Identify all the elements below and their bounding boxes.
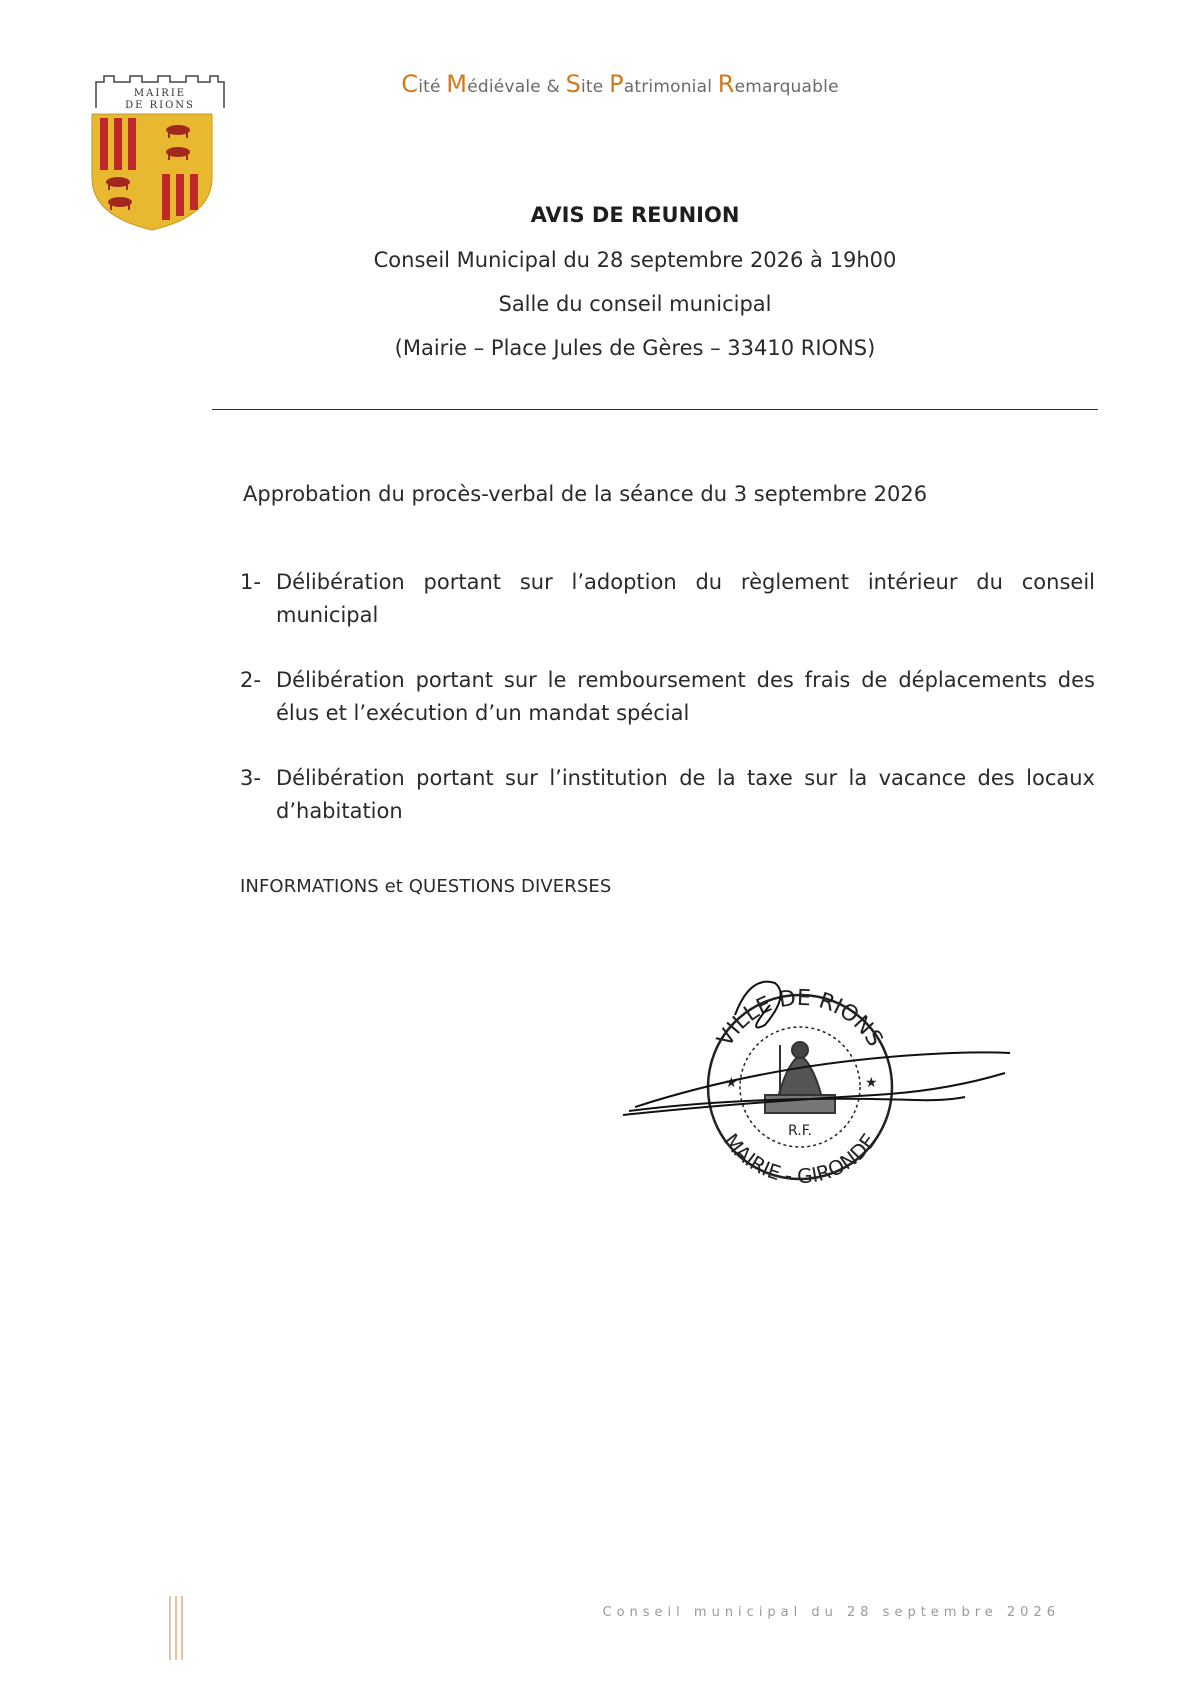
footer-ornament (168, 1596, 188, 1660)
tagline-cap: S (565, 70, 581, 98)
logo-text-top: MAIRIE (133, 88, 187, 99)
tagline-cap: M (446, 70, 468, 98)
tagline-word: ite (581, 77, 610, 97)
agenda-item (240, 664, 1095, 730)
agenda-item (240, 566, 1095, 632)
tagline (300, 70, 940, 98)
agenda-item-number: 1- (240, 570, 261, 594)
tagline-word: emarquable (734, 77, 839, 97)
agenda-item (240, 762, 1095, 828)
agenda-item-text: Délibération portant sur l’institution de la taxe sur la vacance des locaux d’habitation (276, 766, 1095, 823)
svg-text:★: ★ (865, 1075, 878, 1091)
stamp-text-bottom: MAIRIE - GIRONDE (718, 1128, 881, 1189)
footer-text: Conseil municipal du 28 septembre 2026 (602, 1605, 1060, 1620)
tagline-word: atrimonial (623, 77, 718, 97)
tagline-cap: P (609, 70, 624, 98)
svg-text:★: ★ (725, 1075, 738, 1091)
tagline-cap: C (401, 70, 419, 98)
meeting-address-line: (Mairie – Place Jules de Gères – 33410 RIONS) (394, 336, 876, 360)
agenda-item-number: 2- (240, 668, 261, 692)
agenda-closing: INFORMATIONS et QUESTIONS DIVERSES (240, 876, 612, 897)
tagline-cap: R (717, 70, 735, 98)
tagline-word: édiévale & (467, 77, 566, 97)
meeting-room-line: Salle du conseil municipal (498, 292, 772, 316)
coat-of-arms-logo (90, 68, 230, 248)
notice-title: AVIS DE REUNION (530, 203, 740, 227)
agenda-approval: Approbation du procès-verbal de la séance du 3 septembre 2026 (243, 482, 928, 506)
agenda-item-text: Délibération portant sur l’adoption du règlement intérieur du conseil municipal (276, 570, 1095, 627)
agenda-item-number: 3- (240, 766, 261, 790)
divider (212, 409, 1098, 410)
stamp-center-text: R.F. (788, 1123, 812, 1139)
agenda-item-text: Délibération portant sur le remboursement des frais de déplacements des élus et l’exécution d’un mandat spécial (276, 668, 1095, 725)
official-stamp (615, 975, 1025, 1190)
tagline-word: ité (418, 77, 447, 97)
meeting-date-line: Conseil Municipal du 28 septembre 2026 à 19h00 (373, 248, 897, 272)
stamp-text-top: VILLE DE RIONS (712, 985, 888, 1052)
logo-text-bottom: DE RIONS (125, 100, 195, 111)
